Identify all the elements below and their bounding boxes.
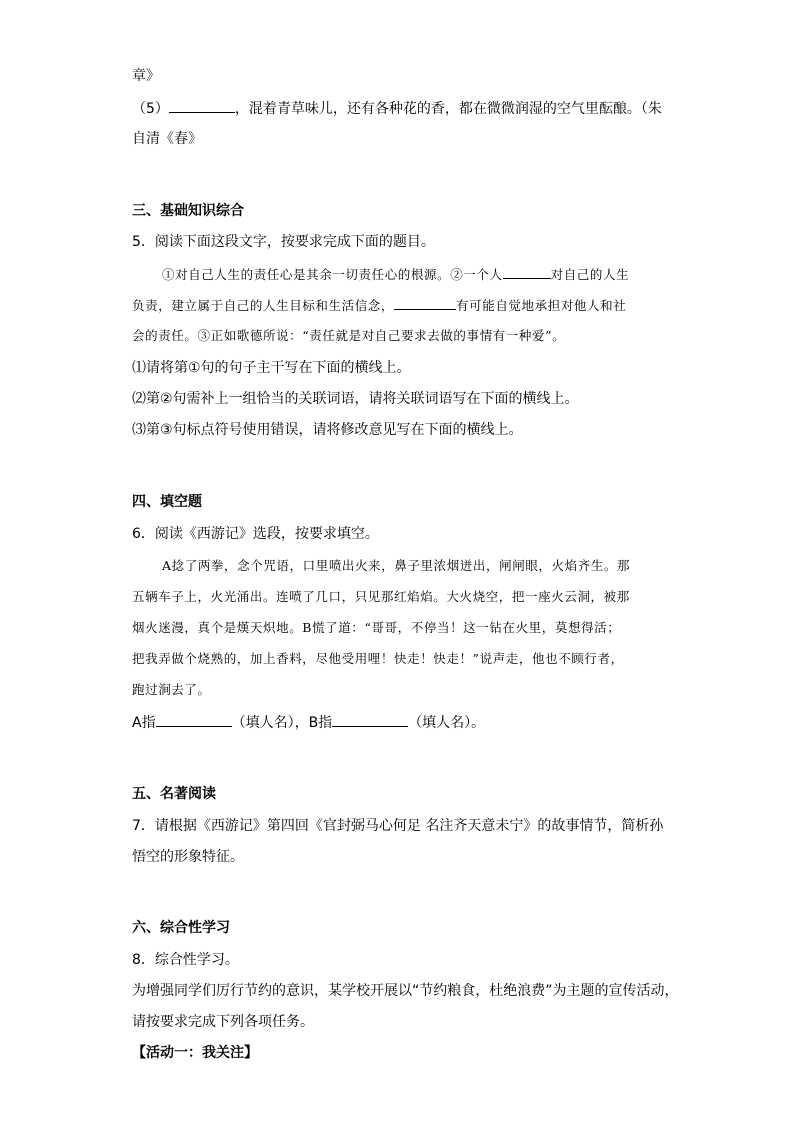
q5-passage-line-2 <box>132 295 626 316</box>
q6-passage-line-2: 五辆车子上，火光涌出。连喷了几口，只见那红焰焰。大火烧空，把一座火云洞，被那 <box>132 589 630 604</box>
q6-passage-line-5: 跑过涧去了。 <box>132 682 211 697</box>
q5-passage-text: ①对自己人生的责任心是其余一切责任心的根源。②一个人 <box>162 267 503 282</box>
q4-line-1: 章》 <box>132 68 160 84</box>
q5-passage-line-3: 会的责任。③正如歌德所说：“责任就是对自己要求去做的事情有一种爱”。 <box>132 328 566 343</box>
q6-passage-line-3: 烟火迷漫，真个是熯天炽地。B慌了道：“哥哥，不停当！这一钻在火里，莫想得活； <box>132 620 621 635</box>
section-3-heading: 三、基础知识综合 <box>132 203 244 219</box>
section-4-heading: 四、填空题 <box>132 494 202 510</box>
question-8: 8．综合性学习。 <box>132 952 239 968</box>
fill-blank[interactable] <box>503 264 551 279</box>
fill-blank[interactable] <box>169 98 235 113</box>
q6-passage-line-1: A捻了两拳，念个咒语，口里喷出火来，鼻子里浓烟迸出，闸闸眼，火焰齐生。那 <box>162 558 631 573</box>
q8-intro-line-2: 请按要求完成下列各项任务。 <box>132 1014 314 1030</box>
q5-passage-line-1 <box>162 264 629 285</box>
q8-intro-line-1: 为增强同学们厉行节约的意识，某学校开展以“节约粮食，杜绝浪费”为主题的宣传活动， <box>132 983 679 999</box>
q6-fill-line <box>132 712 485 733</box>
q6-fill-label-a: A指 <box>132 715 156 731</box>
q4-item-5 <box>132 98 662 119</box>
q6-fill-end: （填人名）。 <box>408 715 486 731</box>
fill-blank-b[interactable] <box>332 712 408 727</box>
q5-sub-2: ⑵第②句需补上一组恰当的关联词语，请将关联词语写在下面的横线上。 <box>132 391 579 407</box>
question-5: 5．阅读下面这段文字，按要求完成下面的题目。 <box>132 234 435 250</box>
q4-line-3: 自清《春》 <box>132 131 202 147</box>
q5-sub-1: ⑴请将第①句的句子主干写在下面的横线上。 <box>132 360 411 376</box>
fill-blank-a[interactable] <box>156 712 232 727</box>
q4-item-5-text: ，混着青草味儿，还有各种花的香，都在微微润湿的空气里酝酿。（朱 <box>234 101 662 117</box>
section-5-heading: 五、名著阅读 <box>132 786 216 802</box>
q6-fill-label-b: （填人名），B指 <box>231 715 333 731</box>
q5-passage-text: 有可能自觉地承担对他人和社 <box>456 298 627 313</box>
q4-item-5-number: （5） <box>132 101 169 117</box>
question-7-line-2: 悟空的形象特征。 <box>132 849 244 865</box>
q8-activity-1: 【活动一：我关注】 <box>132 1045 258 1061</box>
q5-passage-text: 负责，建立属于自己的人生目标和生活信念， <box>132 298 395 313</box>
q5-sub-3: ⑶第③句标点符号使用错误，请将修改意见写在下面的横线上。 <box>132 422 523 438</box>
question-6: 6．阅读《西游记》选段，按要求填空。 <box>132 526 379 542</box>
section-6-heading: 六、综合性学习 <box>132 920 230 936</box>
q6-passage-line-4: 把我弄做个烧熟的，加上香料，尽他受用哩！快走！快走！”说声走，他也不顾行者， <box>132 651 624 666</box>
q5-passage-text: 对自己的人生 <box>550 267 630 282</box>
fill-blank[interactable] <box>394 295 456 310</box>
question-7-line-1: 7．请根据《西游记》第四回《官封弼马心何足 名注齐天意未宁》的故事情节，简析孙 <box>132 818 664 834</box>
